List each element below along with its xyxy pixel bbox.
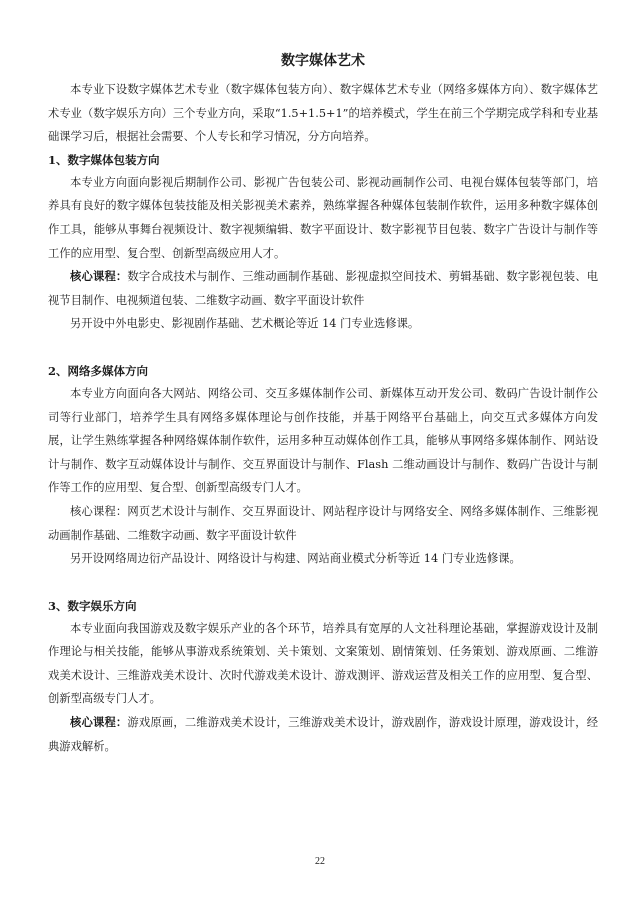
section-spacer	[48, 336, 598, 360]
core-courses-packaging	[48, 265, 598, 312]
core-courses-list: 网页艺术设计与制作、交互界面设计、网站程序设计与网络安全、网络多媒体制作、三维影视动画制作基础、二维数字动画、数字平面设计软件	[48, 504, 598, 542]
section-description-entertainment: 本专业面向我国游戏及数字娱乐产业的各个环节，培养具有宽厚的人文社科理论基础，掌握游戏设计及制作理论与相关技能，能够从事游戏系统策划、关卡策划、文案策划、剧情策划、任务策划、游戏原画、二维游戏美术设计、三维游戏美术设计、次时代游戏美术设计、游戏测评、游戏运营及相关工作的应用型、复合型、创新型高级专门人才。	[48, 621, 598, 706]
core-courses-list: 数字合成技术与制作、三维动画制作基础、影视虚拟空间技术、剪辑基础、数字影视包装、电视节目制作、电视频道包装、二维数字动画、数字平面设计软件	[48, 270, 598, 307]
core-courses-label: 核心课程：	[70, 269, 128, 284]
core-courses-network	[48, 500, 598, 547]
section-heading-network: 2、网络多媒体方向	[48, 363, 149, 378]
section-heading-packaging: 1、数字媒体包装方向	[48, 152, 160, 167]
core-courses-label: 核心课程：	[70, 715, 128, 730]
core-courses-list: 游戏原画，二维游戏美术设计，三维游戏美术设计，游戏剧作，游戏设计原理，游戏设计，经典游戏解析。	[48, 716, 598, 753]
core-courses-label: 核心课程：	[70, 504, 128, 518]
intro-paragraph: 本专业下设数字媒体艺术专业（数字媒体包装方向）、数字媒体艺术专业（网络多媒体方向）、数字媒体艺术专业（数字娱乐方向）三个专业方向，采取“1.5+1.5+1”的培养模式，学生在前三个学期完成学科和专业基础课学习后，根据社会需要、个人专长和学习情况，分方向培养。	[48, 83, 598, 144]
section-description-packaging: 本专业方向面向影视后期制作公司、影视广告包装公司、影视动画制作公司、电视台媒体包装等部门，培养具有良好的数字媒体包装技能及相关影视美术素养，熟练掌握各种媒体包装制作软件，运用多种数字媒体创作工具，能够从事舞台视频设计、数字视频编辑、数字平面设计、数字影视节目包装、数字广告设计与制作等工作的应用型、复合型、创新型高级应用人才。	[48, 175, 598, 260]
electives-packaging: 另开设中外电影史、影视剧作基础、艺术概论等近 14 门专业选修课。	[70, 317, 420, 331]
core-courses-entertainment	[48, 711, 598, 758]
page-title: 数字媒体艺术	[281, 53, 365, 69]
document-page	[48, 50, 598, 758]
page-number: 22	[315, 856, 325, 867]
electives-network: 另开设网络周边衍产品设计、网络设计与构建、网站商业模式分析等近 14 门专业选修课。	[70, 552, 521, 566]
section-heading-entertainment: 3、数字娱乐方向	[48, 598, 137, 613]
section-description-network: 本专业方向面向各大网站、网络公司、交互多媒体制作公司、新媒体互动开发公司、数码广告设计制作公司等行业部门，培养学生具有网络多媒体理论与创作技能，并基于网络平台基础上，向交互式多媒体方向发展，让学生熟练掌握各种网络媒体制作软件，运用多种互动媒体创作工具，能够从事网络多媒体制作、网站设计与制作、数字互动媒体设计与制作、交互界面设计与制作、Flash 二维动画设计与制作、数码广告设计与制作等工作的应用型、复合型、创新型高级专门人才。	[48, 386, 598, 495]
section-spacer	[48, 571, 598, 595]
